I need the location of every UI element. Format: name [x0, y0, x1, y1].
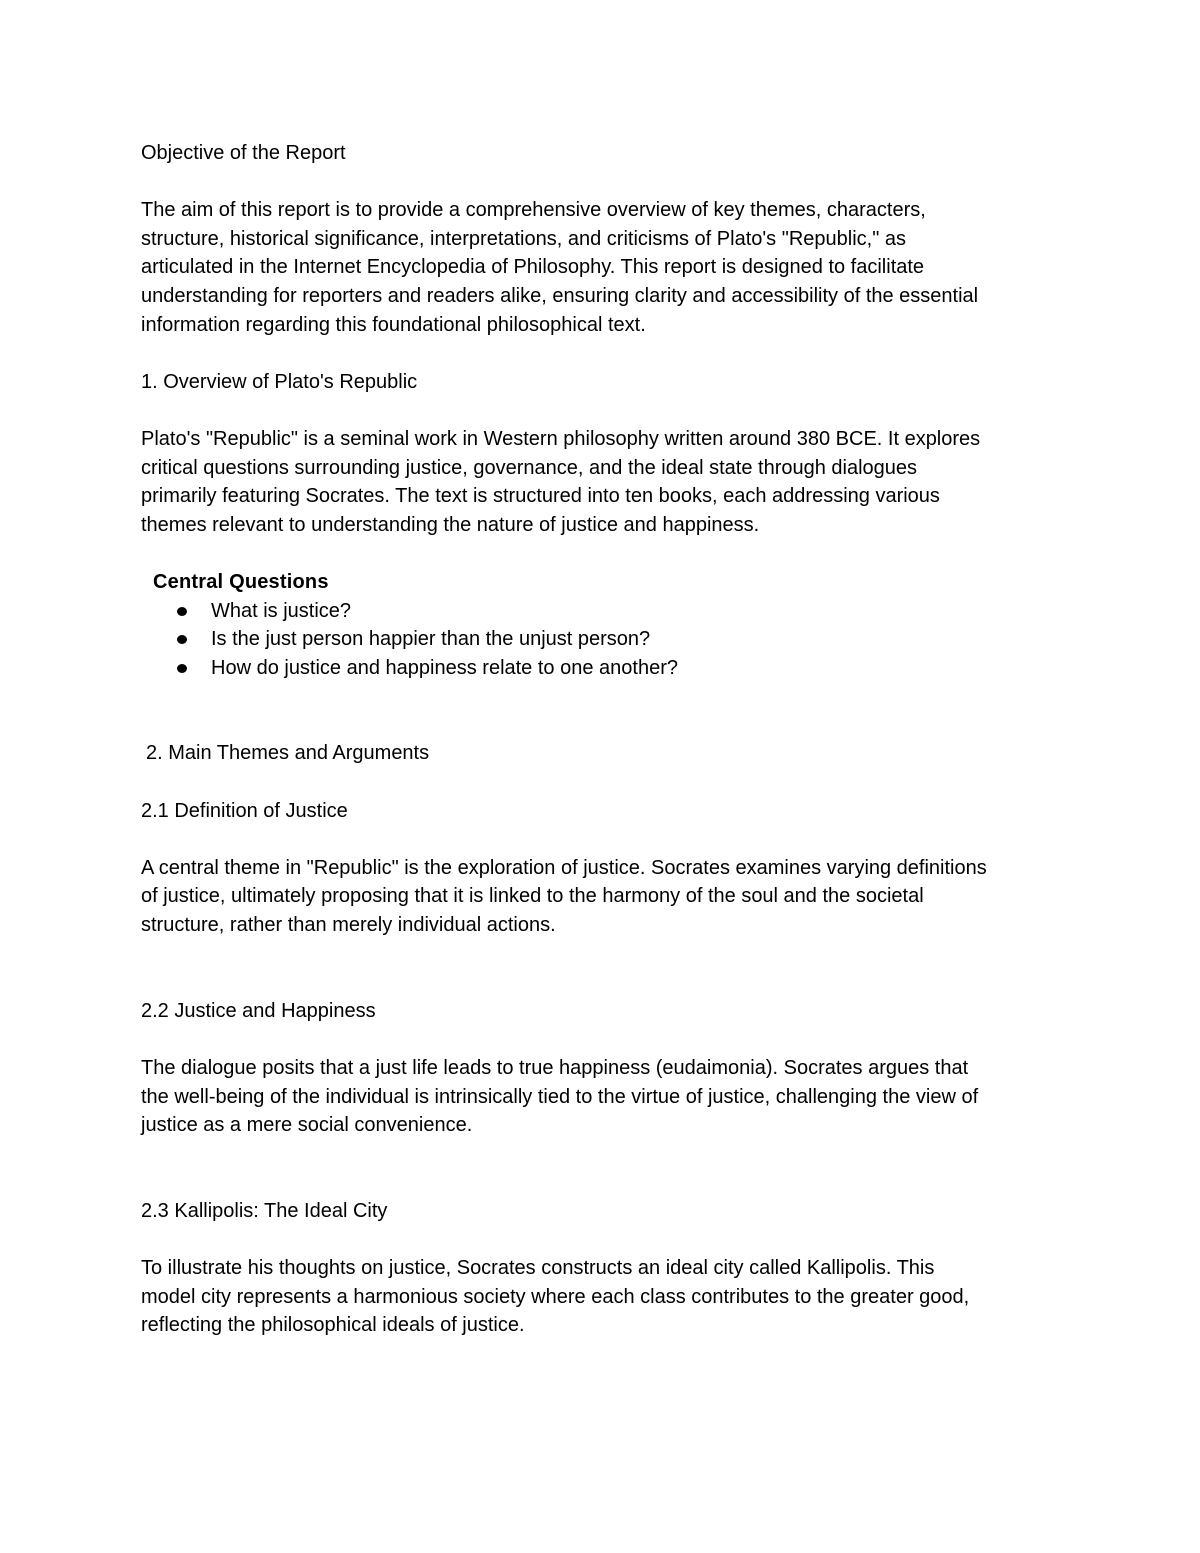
list-item-text: Is the just person happier than the unjust person? — [211, 628, 651, 651]
definition-line: A central theme in "Republic" is the exploration of justice. Socrates examines varying definitions — [141, 856, 987, 879]
kallipolis-heading: 2.3 Kallipolis: The Ideal City — [141, 1199, 388, 1222]
objective-line: The aim of this report is to provide a comprehensive overview of key themes, characters, — [141, 199, 926, 222]
objective-line: information regarding this foundational philosophical text. — [141, 313, 646, 336]
definition-line: of justice, ultimately proposing that it is linked to the harmony of the soul and the societal — [141, 885, 924, 908]
kallipolis-paragraph — [141, 1254, 1071, 1340]
themes-heading: 2. Main Themes and Arguments — [146, 742, 430, 765]
list-item — [141, 597, 1071, 626]
objective-heading: Objective of the Report — [141, 142, 346, 164]
kallipolis-line: To illustrate his thoughts on justice, Socrates constructs an ideal city called Kallipolis. This — [141, 1257, 935, 1280]
definition-paragraph — [141, 854, 1071, 940]
objective-line: articulated in the Internet Encyclopedia of Philosophy. This report is designed to facilitate — [141, 256, 925, 279]
kallipolis-line: model city represents a harmonious society where each class contributes to the greater good, — [141, 1285, 970, 1308]
central-questions-heading: Central Questions — [153, 570, 329, 593]
overview-line: themes relevant to understanding the nature of justice and happiness. — [141, 513, 760, 536]
definition-heading: 2.1 Definition of Justice — [141, 799, 348, 822]
overview-heading: 1. Overview of Plato's Republic — [141, 370, 418, 393]
happiness-heading: 2.2 Justice and Happiness — [141, 999, 376, 1022]
objective-line: understanding for reporters and readers alike, ensuring clarity and accessibility of the essential — [141, 284, 979, 307]
happiness-line: the well-being of the individual is intrinsically tied to the virtue of justice, challenging the view of — [141, 1085, 979, 1108]
happiness-line: justice as a mere social convenience. — [141, 1114, 473, 1137]
objective-paragraph — [141, 196, 1071, 339]
list-item — [141, 654, 1071, 683]
definition-line: structure, rather than merely individual actions. — [141, 914, 556, 937]
overview-line: critical questions surrounding justice, governance, and the ideal state through dialogues — [141, 456, 918, 479]
central-questions-list — [141, 597, 1071, 683]
overview-paragraph — [141, 425, 1071, 539]
objective-line: structure, historical significance, interpretations, and criticisms of Plato's "Republic," as — [141, 227, 906, 250]
list-item — [141, 625, 1071, 654]
overview-line: primarily featuring Socrates. The text is structured into ten books, each addressing various — [141, 485, 940, 508]
list-item-text: How do justice and happiness relate to one another? — [211, 656, 678, 679]
bullet-icon — [177, 635, 187, 644]
list-item-text: What is justice? — [211, 599, 352, 622]
bullet-icon — [177, 664, 187, 673]
happiness-line: The dialogue posits that a just life leads to true happiness (eudaimonia). Socrates argues that — [141, 1057, 969, 1079]
overview-line: Plato's "Republic" is a seminal work in Western philosophy written around 380 BCE. It explores — [141, 427, 981, 450]
bullet-icon — [177, 607, 187, 616]
document-page — [141, 139, 1071, 1340]
happiness-paragraph — [141, 1054, 1071, 1140]
kallipolis-line: reflecting the philosophical ideals of justice. — [141, 1314, 525, 1337]
